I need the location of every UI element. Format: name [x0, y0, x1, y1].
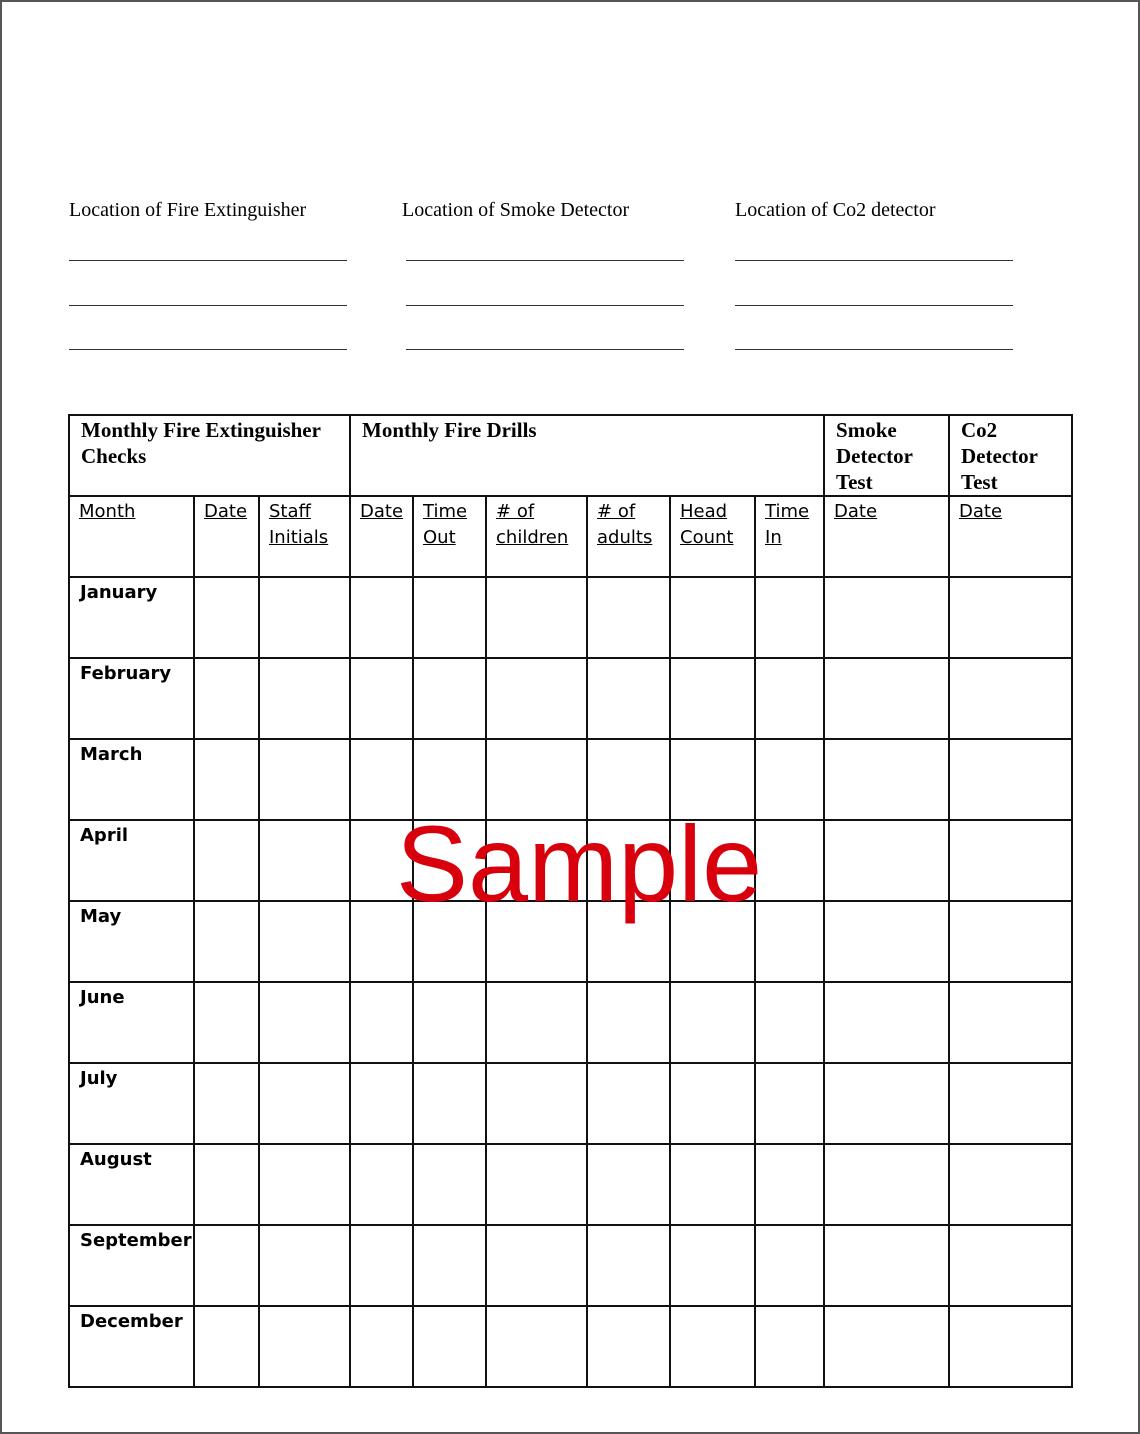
entry-cell[interactable] — [824, 1225, 949, 1306]
month-label: July — [69, 1063, 194, 1144]
co2-detector-location-line-3[interactable] — [735, 349, 1013, 350]
month-label: December — [69, 1306, 194, 1387]
entry-cell[interactable] — [949, 901, 1072, 982]
entry-cell[interactable] — [259, 658, 350, 739]
month-row — [69, 1306, 1072, 1387]
month-row — [69, 982, 1072, 1063]
smoke-detector-location-label: Location of Smoke Detector — [402, 199, 630, 221]
entry-cell[interactable] — [350, 1306, 413, 1387]
entry-cell[interactable] — [350, 820, 413, 901]
month-label: September — [69, 1225, 194, 1306]
entry-cell[interactable] — [670, 658, 755, 739]
entry-cell[interactable] — [587, 901, 670, 982]
co2-detector-location-line-1[interactable] — [735, 260, 1013, 261]
entry-cell[interactable] — [824, 820, 949, 901]
entry-cell[interactable] — [755, 739, 824, 820]
entry-cell[interactable] — [194, 577, 259, 658]
entry-cell[interactable] — [949, 1063, 1072, 1144]
head-count-column-header: Head Count — [670, 496, 755, 577]
entry-cell[interactable] — [587, 658, 670, 739]
entry-cell[interactable] — [194, 1144, 259, 1225]
month-row — [69, 577, 1072, 658]
co2-detector-location-label: Location of Co2 detector — [735, 199, 936, 221]
entry-cell[interactable] — [949, 577, 1072, 658]
entry-cell[interactable] — [670, 1225, 755, 1306]
entry-cell[interactable] — [413, 901, 486, 982]
entry-cell[interactable] — [413, 1144, 486, 1225]
entry-cell[interactable] — [587, 1144, 670, 1225]
entry-cell[interactable] — [486, 1063, 587, 1144]
entry-cell[interactable] — [486, 577, 587, 658]
extinguisher-checks-header: Monthly Fire Extinguisher Checks — [69, 415, 350, 496]
entry-cell[interactable] — [755, 901, 824, 982]
extinguisher-date-column-header: Date — [194, 496, 259, 577]
entry-cell[interactable] — [486, 739, 587, 820]
entry-cell[interactable] — [350, 901, 413, 982]
entry-cell[interactable] — [587, 1063, 670, 1144]
entry-cell[interactable] — [824, 901, 949, 982]
entry-cell[interactable] — [259, 1144, 350, 1225]
entry-cell[interactable] — [259, 1063, 350, 1144]
time-out-column-header: Time Out — [413, 496, 486, 577]
month-label: March — [69, 739, 194, 820]
entry-cell[interactable] — [194, 901, 259, 982]
entry-cell[interactable] — [194, 820, 259, 901]
month-label: June — [69, 982, 194, 1063]
entry-cell[interactable] — [587, 1225, 670, 1306]
entry-cell[interactable] — [486, 901, 587, 982]
entry-cell[interactable] — [587, 982, 670, 1063]
entry-cell[interactable] — [949, 1225, 1072, 1306]
entry-cell[interactable] — [350, 658, 413, 739]
entry-cell[interactable] — [194, 982, 259, 1063]
sample-watermark: Sample — [396, 803, 763, 924]
entry-cell[interactable] — [949, 739, 1072, 820]
co2-detector-location-line-2[interactable] — [735, 305, 1013, 306]
entry-cell[interactable] — [413, 1063, 486, 1144]
entry-cell[interactable] — [486, 1225, 587, 1306]
co2-test-date-column-header: Date — [949, 496, 1072, 577]
entry-cell[interactable] — [824, 1306, 949, 1387]
children-count-column-header: # of children — [486, 496, 587, 577]
fire-extinguisher-location-line-3[interactable] — [69, 349, 347, 350]
entry-cell[interactable] — [949, 1144, 1072, 1225]
month-label: February — [69, 658, 194, 739]
fire-drills-header: Monthly Fire Drills — [350, 415, 824, 496]
month-row — [69, 1144, 1072, 1225]
entry-cell[interactable] — [670, 739, 755, 820]
fire-safety-log-table — [68, 414, 1073, 1388]
month-label: January — [69, 577, 194, 658]
entry-cell[interactable] — [755, 1306, 824, 1387]
entry-cell[interactable] — [755, 658, 824, 739]
entry-cell[interactable] — [350, 982, 413, 1063]
entry-cell[interactable] — [587, 577, 670, 658]
smoke-detector-test-header: Smoke Detector Test — [824, 415, 949, 496]
entry-cell[interactable] — [413, 658, 486, 739]
entry-cell[interactable] — [350, 577, 413, 658]
entry-cell[interactable] — [486, 1306, 587, 1387]
month-label: August — [69, 1144, 194, 1225]
entry-cell[interactable] — [755, 820, 824, 901]
entry-cell[interactable] — [824, 982, 949, 1063]
entry-cell[interactable] — [413, 982, 486, 1063]
group-header-row — [69, 415, 1072, 496]
entry-cell[interactable] — [670, 577, 755, 658]
entry-cell[interactable] — [670, 1306, 755, 1387]
entry-cell[interactable] — [350, 739, 413, 820]
co2-detector-test-header: Co2 Detector Test — [949, 415, 1072, 496]
fire-extinguisher-location-line-2[interactable] — [69, 305, 347, 306]
entry-cell[interactable] — [486, 1144, 587, 1225]
entry-cell[interactable] — [350, 1144, 413, 1225]
fire-extinguisher-location-label: Location of Fire Extinguisher — [69, 199, 307, 221]
staff-initials-column-header: Staff Initials — [259, 496, 350, 577]
entry-cell[interactable] — [949, 820, 1072, 901]
entry-cell[interactable] — [413, 577, 486, 658]
entry-cell[interactable] — [670, 901, 755, 982]
entry-cell[interactable] — [259, 982, 350, 1063]
entry-cell[interactable] — [949, 982, 1072, 1063]
entry-cell[interactable] — [194, 739, 259, 820]
entry-cell[interactable] — [194, 1063, 259, 1144]
fire-extinguisher-location-line-1[interactable] — [69, 260, 347, 261]
entry-cell[interactable] — [824, 658, 949, 739]
entry-cell[interactable] — [486, 658, 587, 739]
smoke-detector-location — [402, 196, 629, 224]
entry-cell[interactable] — [350, 1225, 413, 1306]
month-label: April — [69, 820, 194, 901]
month-label: May — [69, 901, 194, 982]
entry-cell[interactable] — [259, 739, 350, 820]
month-row — [69, 658, 1072, 739]
smoke-detector-location-line-3[interactable] — [406, 349, 684, 350]
smoke-test-date-column-header: Date — [824, 496, 949, 577]
entry-cell[interactable] — [949, 658, 1072, 739]
co2-detector-location — [735, 196, 936, 224]
month-row — [69, 1225, 1072, 1306]
entry-cell[interactable] — [755, 982, 824, 1063]
entry-cell[interactable] — [259, 1306, 350, 1387]
entry-cell[interactable] — [259, 1225, 350, 1306]
adults-count-column-header: # of adults — [587, 496, 670, 577]
time-in-column-header: Time In — [755, 496, 824, 577]
entry-cell[interactable] — [413, 1306, 486, 1387]
entry-cell[interactable] — [259, 901, 350, 982]
month-row — [69, 739, 1072, 820]
entry-cell[interactable] — [670, 982, 755, 1063]
entry-cell[interactable] — [587, 820, 670, 901]
entry-cell[interactable] — [194, 1306, 259, 1387]
entry-cell[interactable] — [755, 577, 824, 658]
entry-cell[interactable] — [670, 1144, 755, 1225]
entry-cell[interactable] — [413, 739, 486, 820]
entry-cell[interactable] — [824, 1063, 949, 1144]
entry-cell[interactable] — [259, 820, 350, 901]
month-row — [69, 1063, 1072, 1144]
entry-cell[interactable] — [587, 1306, 670, 1387]
column-header-row — [69, 496, 1072, 577]
entry-cell[interactable] — [413, 820, 486, 901]
smoke-detector-location-line-2[interactable] — [406, 305, 684, 306]
entry-cell[interactable] — [413, 1225, 486, 1306]
month-rows — [69, 577, 1072, 1387]
entry-cell[interactable] — [486, 820, 587, 901]
entry-cell[interactable] — [824, 739, 949, 820]
smoke-detector-location-line-1[interactable] — [406, 260, 684, 261]
entry-cell[interactable] — [259, 577, 350, 658]
entry-cell[interactable] — [949, 1306, 1072, 1387]
drill-date-column-header: Date — [350, 496, 413, 577]
entry-cell[interactable] — [755, 1144, 824, 1225]
entry-cell[interactable] — [350, 1063, 413, 1144]
entry-cell[interactable] — [824, 577, 949, 658]
entry-cell[interactable] — [824, 1144, 949, 1225]
fire-extinguisher-location — [69, 196, 306, 224]
entry-cell[interactable] — [194, 658, 259, 739]
entry-cell[interactable] — [755, 1225, 824, 1306]
month-row — [69, 820, 1072, 901]
entry-cell[interactable] — [670, 820, 755, 901]
month-row — [69, 901, 1072, 982]
month-column-header: Month — [69, 496, 194, 577]
entry-cell[interactable] — [194, 1225, 259, 1306]
entry-cell[interactable] — [670, 1063, 755, 1144]
entry-cell[interactable] — [587, 739, 670, 820]
entry-cell[interactable] — [486, 982, 587, 1063]
entry-cell[interactable] — [755, 1063, 824, 1144]
